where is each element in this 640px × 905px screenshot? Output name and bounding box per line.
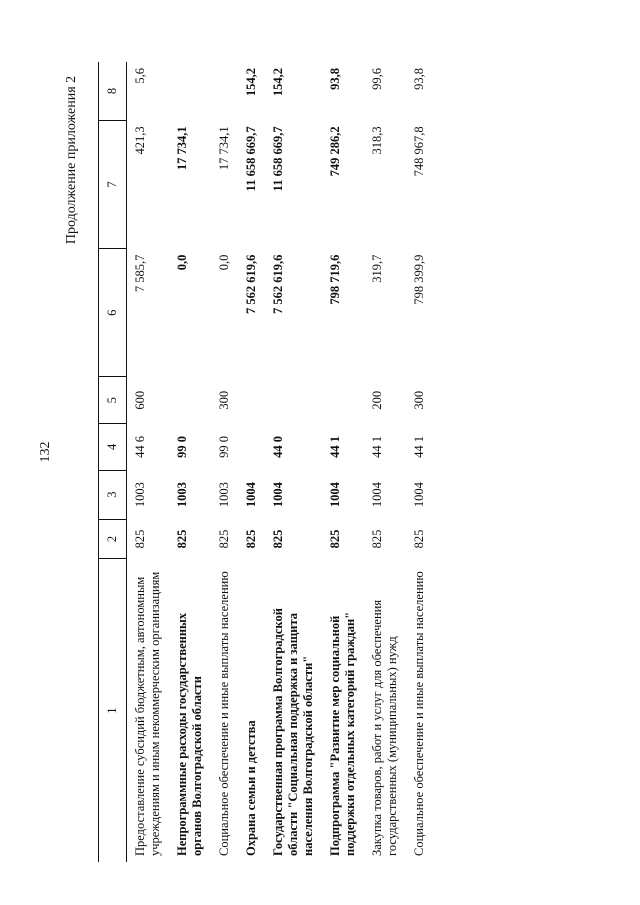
row-c6: 7 562 619,6 <box>244 254 258 315</box>
row-c3: 1003 <box>217 482 231 508</box>
row-c8: 99,6 <box>370 68 384 90</box>
row-c8: 154,2 <box>271 68 285 97</box>
row-c5 <box>322 377 364 424</box>
page-number: 132 <box>38 441 53 463</box>
row-name: Социальное обеспечение и иные выплаты населению <box>217 571 231 856</box>
row-c2: 825 <box>175 529 189 549</box>
table-body <box>127 62 434 862</box>
row-c5: 600 <box>133 390 147 410</box>
row-c6: 798 719,6 <box>328 254 342 305</box>
header-col-5: 5 <box>99 377 127 424</box>
row-c8 <box>211 62 238 120</box>
row-c5: 300 <box>217 390 231 410</box>
row-c8: 154,2 <box>244 68 258 97</box>
row-name: Государственная программа Волгоградской области "Социальная поддержка и защита населения Волгоградской области" <box>271 608 315 856</box>
header-col-4: 4 <box>99 424 127 471</box>
row-c7: 749 286,2 <box>328 126 342 177</box>
row-c8 <box>169 62 211 120</box>
header-col-8: 8 <box>99 62 127 120</box>
table-row <box>211 62 238 862</box>
budget-table-rotated <box>98 62 618 862</box>
row-c4: 99 0 <box>175 435 189 458</box>
row-name: Подпрограмма "Развитие мер социальной поддержки отдельных категорий граждан" <box>328 611 357 856</box>
row-c4: 44 1 <box>412 435 426 458</box>
row-c6: 0,0 <box>175 254 189 271</box>
header-col-3: 3 <box>99 470 127 519</box>
row-c3: 1004 <box>370 482 384 508</box>
row-c7: 17 734,1 <box>175 126 189 171</box>
row-c3: 1004 <box>271 482 285 508</box>
row-c4: 44 0 <box>271 435 285 458</box>
row-c4 <box>238 424 265 471</box>
row-name: Непрограммные расходы государственных органов Волгоградской области <box>175 612 204 856</box>
row-c4: 44 1 <box>328 435 342 458</box>
row-c6: 319,7 <box>370 254 384 283</box>
row-c6: 7 562 619,6 <box>271 254 285 315</box>
row-c2: 825 <box>271 529 285 549</box>
row-c2: 825 <box>328 529 342 549</box>
table-row <box>406 62 433 862</box>
row-name: Закупка товаров, работ и услуг для обеспечения государственных (муниципальных) нужд <box>370 599 399 856</box>
row-c4: 44 6 <box>133 435 147 458</box>
table-row <box>169 62 211 862</box>
table-row <box>364 62 406 862</box>
row-c5 <box>169 377 211 424</box>
row-c7: 748 967,8 <box>412 126 426 177</box>
header-col-6: 6 <box>99 249 127 377</box>
row-c6: 0,0 <box>217 254 231 271</box>
header-col-2: 2 <box>99 519 127 559</box>
row-c5: 300 <box>412 390 426 410</box>
row-c3: 1004 <box>244 482 258 508</box>
row-c2: 825 <box>412 529 426 549</box>
table-row <box>127 62 170 862</box>
row-c6: 798 399,9 <box>412 254 426 305</box>
row-c4: 44 1 <box>370 435 384 458</box>
row-c3: 1004 <box>412 482 426 508</box>
row-name: Социальное обеспечение и иные выплаты населению <box>412 571 426 856</box>
row-c7: 11 658 669,7 <box>244 126 258 192</box>
row-c8: 5,6 <box>133 68 147 84</box>
row-c7: 421,3 <box>133 126 147 155</box>
row-c3: 1003 <box>133 482 147 508</box>
row-c2: 825 <box>133 529 147 549</box>
row-c5 <box>238 377 265 424</box>
row-c7: 318,3 <box>370 126 384 155</box>
row-c7: 17 734,1 <box>217 126 231 171</box>
continuation-title: Продолжение приложения 2 <box>64 75 79 245</box>
row-c2: 825 <box>217 529 231 549</box>
row-c8: 93,8 <box>412 68 426 90</box>
header-col-7: 7 <box>99 120 127 248</box>
table-row <box>322 62 364 862</box>
row-c4: 99 0 <box>217 435 231 458</box>
header-col-1: 1 <box>99 559 127 862</box>
budget-table <box>98 62 433 862</box>
table-row <box>265 62 322 862</box>
row-c5: 200 <box>370 390 384 410</box>
row-c6: 7 585,7 <box>133 254 147 293</box>
table-row <box>238 62 265 862</box>
row-c5 <box>265 377 322 424</box>
row-name: Предоставление субсидий бюджетным, автономным учреждениям и иным некоммерческим организациям <box>133 571 162 856</box>
row-c3: 1003 <box>175 482 189 508</box>
table-header <box>99 62 127 862</box>
row-c2: 825 <box>244 529 258 549</box>
row-c8: 93,8 <box>328 68 342 90</box>
header-row <box>99 62 127 862</box>
row-c3: 1004 <box>328 482 342 508</box>
row-c7: 11 658 669,7 <box>271 126 285 192</box>
row-c2: 825 <box>370 529 384 549</box>
row-name: Охрана семьи и детства <box>244 720 258 856</box>
